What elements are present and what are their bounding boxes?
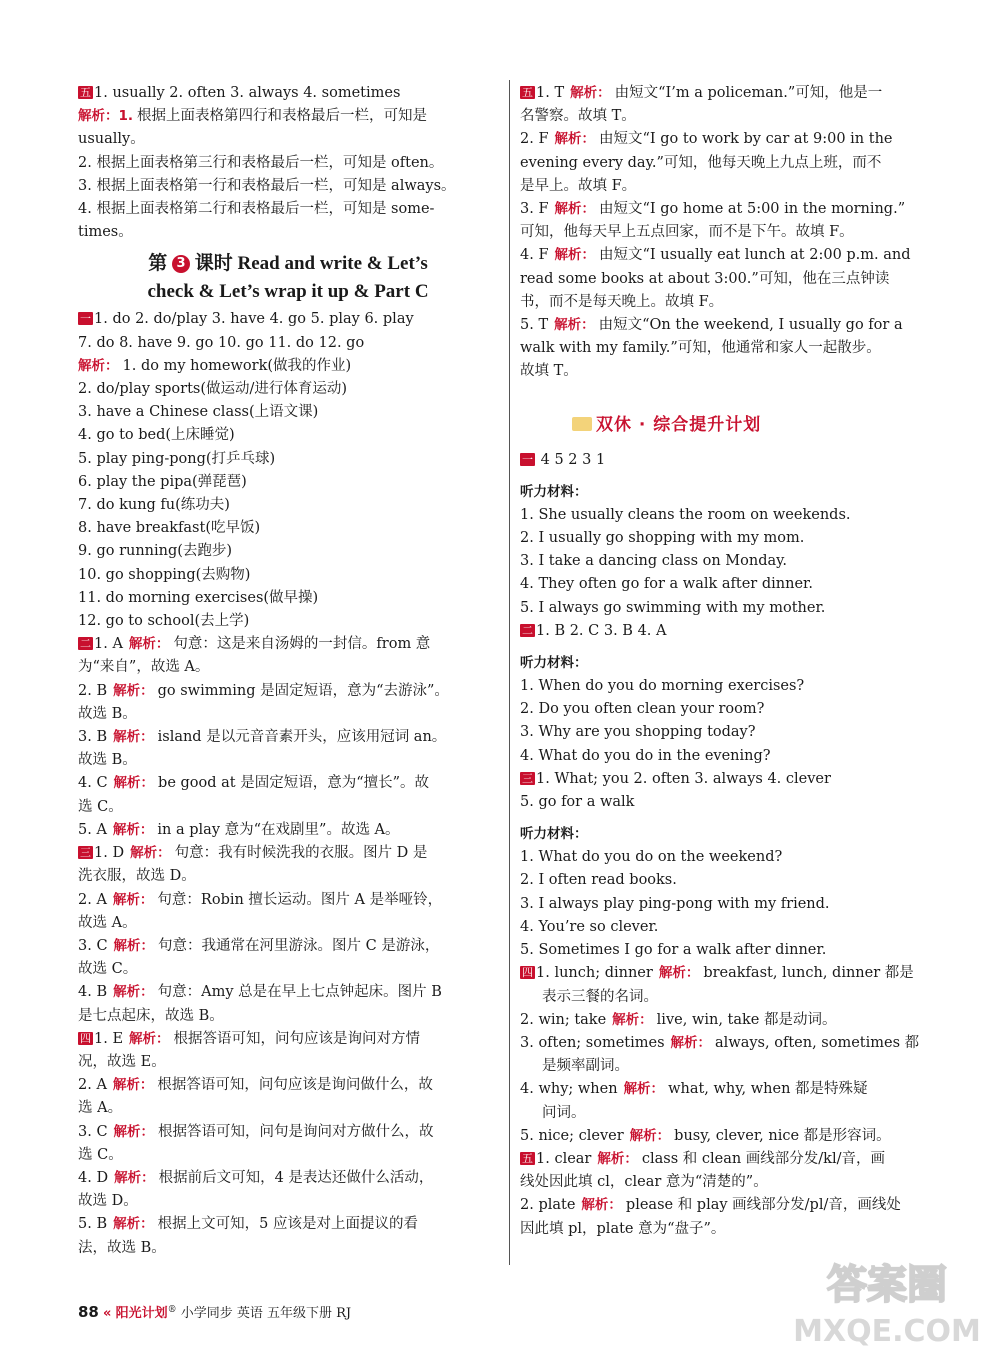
question-1-answer: 一 4 5 2 3 1 [522,451,606,468]
listening-line: 1. What do you do on the weekend? [520,849,783,866]
brand-name: 阳光计划 [115,1306,168,1321]
watermark-text: 答案圈 [827,1262,947,1308]
explanation-line: usually。 [78,131,145,148]
explanation-line: 解析：1. 根据上面表格第四行和表格最后一栏，可知是 [78,108,428,125]
page-number: 88 [78,1303,99,1321]
answer-row: 7. do 8. have 9. go 10. go 11. do 12. go [78,334,365,351]
explanation-line: 3. 根据上面表格第一行和表格最后一栏，可知是 always。 [78,177,456,194]
listening-label: 听力材料： [520,826,588,843]
answer-item: 4. why; when 解析： what, why, when 都是特殊疑 [520,1081,868,1098]
list-item: 7. do kung fu(练功夫) [78,497,230,514]
answer-continued: 洗衣服，故选 D。 [78,868,196,885]
answer-item: 3. often; sometimes 解析： always, often, sometimes 都 [520,1034,920,1051]
list-item: 10. go shopping(去购物) [78,566,251,583]
left-column [78,82,498,1260]
answer-continued: 书，而不是每天晚上。故填 F。 [520,293,724,310]
list-item: 12. go to school(去上学) [78,613,250,630]
section-badge: 四 [80,1031,91,1045]
section-badge: 二 [522,623,533,637]
answer-continued: read some books at about 3:00.”可知，他在三点钟读 [520,270,890,287]
answer-continued: 表示三餐的名词。 [542,988,658,1005]
answer-item: 三 1. D 解析： 句意：我有时候洗我的衣服。图片 D 是 [80,845,428,862]
list-item: 8. have breakfast(吃早饭) [78,520,261,537]
listening-line: 3. Why are you shopping today? [520,724,756,741]
answer-continued: walk with my family.”可知，他通常和家人一起散步。 [520,340,881,357]
list-item: 6. play the pipa(弹琵琶) [78,473,247,490]
answer-item: 二 1. A 解析： 句意：这是来自汤姆的一封信。from 意 [80,636,431,653]
right-column [520,82,945,1241]
list-item: 9. go running(去跑步) [78,543,233,560]
listening-line: 2. Do you often clean your room? [520,701,765,718]
answer-item: 5. T 解析： 由短文“On the weekend, I usually go for a [520,317,903,334]
lesson-title: 第 3 课时 Read and write & Let’s check & Let’s wrap it up & Part C [147,253,429,303]
answer-item: 四 1. E 解析： 根据答语可知，问句应该是询问对方情 [80,1030,421,1047]
section-badge: 四 [522,966,533,980]
question-3-answer: 三 1. What; you 2. often 3. always 4. clever [522,770,831,787]
section-1-answers: 一 1. do 2. do/play 3. have 4. go 5. play 6. play [80,311,414,328]
answer-item: 3. C 解析： 句意：我通常在河里游泳。图片 C 是游泳， [78,937,440,954]
answer-item: 5. B 解析： 根据上文可知，5 应该是对上面提议的看 [78,1216,418,1233]
answer-item: 五 1. T 解析： 由短文“I’m a policeman.”可知，他是一 [522,85,883,101]
answer-item: 2. A 解析： 句意：Robin 擅长运动。图片 A 是举哑铃， [78,891,443,908]
section-badge: 五 [522,86,533,99]
section-title: 双休 · 综合提升计划 [572,410,945,435]
listening-line: 5. Sometimes I go for a walk after dinner. [520,942,827,959]
watermark-logo [792,1243,982,1353]
answer-item: 2. A 解析： 根据答语可知，问句应该是询问做什么，故 [78,1077,433,1094]
listening-line: 5. I always go swimming with my mother. [520,599,826,616]
explanation-line: 2. 根据上面表格第三行和表格最后一栏，可知是 often。 [78,154,444,171]
section-badge: 一 [522,452,533,466]
listening-label: 听力材料： [520,483,588,500]
answer-continued: 选 C。 [78,798,123,815]
registered-icon: ® [167,1305,177,1315]
answer-item: 五 1. clear 解析： class 和 clean 画线部分发/kl/音，画 [522,1150,885,1167]
answer-continued: 选 C。 [78,1146,123,1163]
watermark-url: MXQE.COM [793,1314,981,1349]
answer-continued: 故选 D。 [78,1193,138,1210]
section-badge: 三 [522,771,533,785]
listening-line: 4. You’re so clever. [520,918,659,935]
section-badge: 五 [522,1151,533,1165]
answer-continued: evening every day.”可知，他每天晚上九点上班，而不 [520,154,882,171]
listening-label: 听力材料： [520,655,588,672]
section-badge: 一 [80,312,91,326]
answer-continued: 故填 T。 [520,363,578,380]
answer-item: 5. A 解析： in a play 意为“在戏剧里”。故选 A。 [78,821,400,838]
listening-line: 2. I usually go shopping with my mom. [520,530,805,547]
answer-continued: 故选 B。 [78,705,137,722]
answer-item: 3. F 解析： 由短文“I go home at 5:00 in the morning.” [520,201,906,218]
book-info: 小学同步 英语 五年级下册 RJ [180,1306,352,1321]
explanation-line: 解析： 1. do my homework(做我的作业) [78,357,352,374]
section-badge: 二 [80,637,91,651]
answer-item: 3. C 解析： 根据答语可知，问句是询问对方做什么，故 [78,1123,434,1140]
answer-item: 2. B 解析： go swimming 是固定短语，意为“去游泳”。 [78,682,449,699]
answer-continued: 为“来自”，故选 A。 [78,659,210,676]
answer-continued: 5. go for a walk [520,794,635,811]
answer-item: 四 1. lunch; dinner 解析： breakfast, lunch, dinner 都是 [522,965,914,982]
answer-continued: 是频率副词。 [542,1058,629,1075]
answer-item: 4. C 解析： be good at 是固定短语，意为“擅长”。故 [78,775,430,792]
answer-continued: 线处因此填 cl，clear 意为“清楚的”。 [520,1174,768,1191]
section-badge: 五 [80,86,91,99]
listening-line: 4. They often go for a walk after dinner. [520,576,813,593]
question-2-answer: 二 1. B 2. C 3. B 4. A [522,622,667,639]
section-5-answers: 五 1. usually 2. often 3. always 4. sometimes [80,85,401,101]
answer-continued: 故选 C。 [78,961,138,978]
answer-continued: 故选 B。 [78,752,137,769]
answer-continued: 选 A。 [78,1100,123,1117]
answer-continued: 法，故选 B。 [78,1239,166,1256]
list-item: 3. have a Chinese class(上语文课) [78,404,319,421]
list-item: 11. do morning exercises(做早操) [78,589,319,606]
answer-item: 5. nice; clever 解析： busy, clever, nice 都是形容词。 [520,1127,891,1144]
listening-line: 3. I always play ping-pong with my friend. [520,895,830,912]
answer-item: 2. F 解析： 由短文“I go to work by car at 9:00 in the [520,131,893,148]
column-divider [509,80,510,1265]
lesson-number: 3 [172,255,190,273]
listening-line: 1. She usually cleans the room on weekends. [520,506,851,523]
listening-line: 1. When do you do morning exercises? [520,678,805,695]
answer-item: 2. plate 解析： please 和 play 画线部分发/pl/音，画线处 [520,1197,901,1214]
list-item: 2. do/play sports(做运动/进行体育运动) [78,381,348,398]
page-footer [78,1302,351,1321]
answer-item: 4. B 解析： 句意：Amy 总是在早上七点钟起床。图片 B [78,984,442,1001]
listening-line: 2. I often read books. [520,872,677,889]
double-chevron-icon: « [103,1306,112,1321]
answer-item: 3. B 解析： island 是以元音音素开头，应该用冠词 an。 [78,729,447,746]
answer-continued: 故选 A。 [78,914,137,931]
answer-continued: 是七点起床，故选 B。 [78,1007,224,1024]
answer-continued: 问词。 [542,1104,586,1121]
answer-continued: 名警察。故填 T。 [520,108,636,125]
answer-continued: 因此填 pl，plate 意为“盘子”。 [520,1220,726,1237]
answer-continued: 是早上。故填 F。 [520,177,637,194]
listening-line: 3. I take a dancing class on Monday. [520,553,788,570]
list-item: 4. go to bed(上床睡觉) [78,427,235,444]
answer-item: 4. F 解析： 由短文“I usually eat lunch at 2:00 p.m. and [520,247,911,264]
answer-item: 2. win; take 解析： live, win, take 都是动词。 [520,1011,837,1028]
section-badge: 三 [80,846,91,860]
answer-continued: 可知，他每天早上五点回家，而不是下午。故填 F。 [520,224,854,241]
answer-item: 4. D 解析： 根据前后文可知，4 是表达还做什么活动， [78,1169,434,1186]
explanation-line: times。 [78,224,133,241]
explanation-line: 4. 根据上面表格第二行和表格最后一栏，可知是 some- [78,201,435,218]
list-item: 5. play ping-pong(打乒乓球) [78,450,276,467]
answer-continued: 况，故选 E。 [78,1053,166,1070]
listening-line: 4. What do you do in the evening? [520,747,771,764]
ribbon-icon [572,417,592,431]
